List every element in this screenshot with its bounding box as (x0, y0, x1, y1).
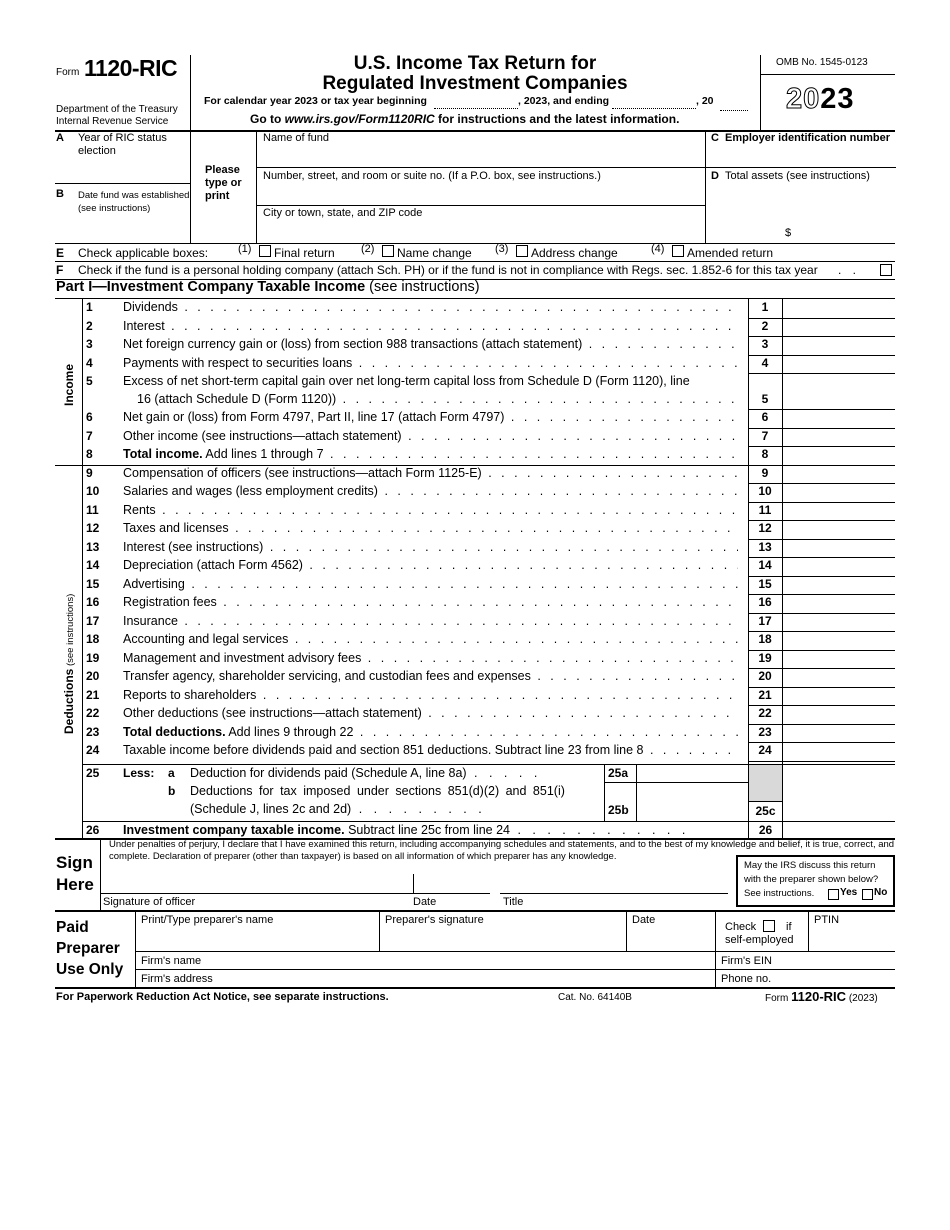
box-14: 14 (758, 558, 772, 572)
line-8-row (0, 446, 950, 465)
line-16-label: Registration fees . . . (123, 595, 738, 609)
line-5-num: 5 (86, 374, 93, 388)
line-26-label: Investment company taxable income. Subtract line 25c from line 24 . . . . . . . . . . . . (123, 823, 690, 837)
line-17-row (0, 613, 950, 632)
line-9-amount[interactable] (782, 465, 895, 484)
line-1-label: Dividends . . . (123, 300, 738, 314)
box-1: 1 (761, 300, 769, 314)
line-25b-letter: b (168, 784, 176, 798)
line-11-num: 11 (86, 502, 99, 517)
fund-name-input[interactable] (257, 146, 704, 166)
line-12-amount[interactable] (782, 520, 895, 539)
line-24-num: 24 (86, 743, 100, 757)
irs-name: Internal Revenue Service (56, 116, 169, 127)
line-20-amount[interactable] (782, 668, 895, 687)
catalog-number: Cat. No. 64140B (558, 992, 632, 1003)
phc-checkbox[interactable] (880, 264, 892, 276)
line-25-num: 25 (86, 766, 100, 780)
box-22: 22 (758, 706, 772, 720)
line-14-num: 14 (86, 558, 100, 572)
line-16-row (0, 594, 950, 613)
line-22-row (0, 705, 950, 724)
box-num-3: (3) (495, 243, 509, 255)
preparer-date-label: Date (632, 914, 656, 926)
officer-date-field[interactable] (415, 872, 493, 892)
line-25b-label1: Deductions for tax imposed under sections 851(d)(2) and 851(i) (190, 784, 565, 798)
sign-here-title: Sign Here (56, 853, 94, 894)
dollar-sign: $ (785, 227, 792, 239)
line-18-label: Accounting and legal services . . . (123, 632, 738, 646)
line-17-label: Insurance . . . (123, 614, 738, 628)
line-25a-label: Deduction for dividends paid (Schedule A, line 8a) . . . . . (190, 766, 542, 780)
line-5-label: Excess of net short-term capital gain over net long-term capital loss from Schedule D (Form 1120), line (123, 374, 690, 388)
officer-signature-field[interactable] (102, 872, 412, 892)
address-change-checkbox[interactable] (516, 245, 528, 257)
box-16: 16 (758, 595, 772, 609)
box-10: 10 (758, 484, 772, 498)
line-4-amount[interactable] (782, 355, 895, 374)
line-4-label: Payments with respect to securities loans . . . (123, 356, 738, 370)
firm-ein-input[interactable] (775, 953, 893, 968)
dept-treasury: Department of the Treasury (56, 104, 178, 115)
line-e-letter: E (56, 246, 65, 260)
box-11: 11 (758, 502, 772, 517)
line-26-amount[interactable] (783, 822, 895, 838)
footer-form-id: Form 1120-RIC (2023) (765, 989, 878, 1004)
line-17-num: 17 (86, 613, 100, 628)
box-24: 24 (758, 743, 772, 757)
line-f-label: Check if the fund is a personal holding company (attach Sch. PH) or if the fund is not in compliance with Regs. sec. 1.852-6 for this tax year (78, 263, 818, 277)
perjury-statement: Under penalties of perjury, I declare that I have examined this return, including accompanying schedules and statements, and to the best of my knowledge and belief, it is true, correct, and complete. Declaration of preparer (other than taxpayer) is based on all information of which preparer has any knowledge. (109, 839, 895, 862)
line-10-amount[interactable] (782, 483, 895, 502)
box-3: 3 (761, 337, 769, 351)
firm-address-label: Firm's address (141, 973, 213, 985)
line-13-label: Interest (see instructions) . . . (123, 540, 738, 554)
line-14-row (0, 557, 950, 576)
preparer-signature-input[interactable] (381, 928, 625, 950)
income-deductions-divider (82, 465, 748, 466)
self-employed-label: self-employed (725, 934, 794, 946)
line-18-num: 18 (86, 632, 100, 646)
line-24-row (0, 742, 950, 761)
line-6-label: Net gain or (loss) from Form 4797, Part II, line 17 (attach Form 4797) . . . (123, 410, 738, 424)
form-title-line2: Regulated Investment Companies (322, 73, 628, 94)
line-10-num: 10 (86, 484, 100, 498)
line-24-amount[interactable] (782, 742, 895, 761)
line-4-row (0, 355, 950, 374)
line-21-amount[interactable] (782, 687, 895, 706)
line-11-amount[interactable] (782, 502, 895, 521)
part1-title: Part I—Investment Company Taxable Income (see instructions) (56, 279, 480, 295)
line-18-amount[interactable] (782, 631, 895, 650)
box-5: 5 (761, 392, 769, 406)
line-2-num: 2 (86, 318, 93, 333)
line-16-amount[interactable] (782, 594, 895, 613)
box-25b: 25b (608, 803, 629, 817)
ein-input[interactable] (706, 146, 894, 166)
line-8-amount[interactable] (782, 446, 895, 465)
line-25c-amount[interactable] (783, 783, 895, 821)
irs-discuss-text: May the IRS discuss this return with the preparer shown below? See instructions. (744, 860, 879, 899)
box-12: 12 (758, 521, 772, 535)
line-3-amount[interactable] (782, 336, 895, 355)
line-8-label: Total income. Add lines 1 through 7 . . . (123, 447, 738, 461)
discuss-yes-checkbox[interactable] (828, 889, 839, 900)
total-assets-label: Total assets (see instructions) (725, 170, 870, 182)
address-change-label: Address change (531, 246, 618, 260)
line-17-amount[interactable] (782, 613, 895, 632)
line-23-amount[interactable] (782, 724, 895, 743)
line-12-row (0, 520, 950, 539)
line-7-label: Other income (see instructions—attach statement) . . . (123, 429, 738, 443)
paperwork-notice: For Paperwork Reduction Act Notice, see separate instructions. (56, 991, 389, 1003)
comma-20: , 20 (696, 95, 714, 107)
line-25b-amount[interactable] (637, 783, 748, 821)
line-14-label: Depreciation (attach Form 4562) . . . (123, 558, 738, 572)
omb-number: OMB No. 1545-0123 (776, 57, 868, 68)
line-22-amount[interactable] (782, 705, 895, 724)
officer-title-field[interactable] (500, 872, 728, 892)
discuss-no-checkbox[interactable] (862, 889, 873, 900)
form-word: Form (56, 67, 80, 78)
calendar-year-text: For calendar year 2023 or tax year beginning (204, 95, 427, 107)
line-23-row (0, 724, 950, 743)
line-13-num: 13 (86, 539, 100, 554)
box-26: 26 (758, 823, 773, 837)
line-5-amount[interactable] (782, 373, 895, 409)
line-25-less: Less: (123, 766, 155, 780)
tax-year-end-field[interactable] (612, 108, 696, 109)
self-employed-check-label: Check (725, 921, 757, 933)
discuss-no-label: No (874, 887, 888, 898)
preparer-name-input[interactable] (137, 928, 377, 950)
box-25c: 25c (755, 804, 776, 818)
box-8: 8 (761, 447, 769, 461)
total-assets-input[interactable] (795, 222, 893, 240)
ein-label: Employer identification number (725, 132, 891, 144)
line-15-num: 15 (86, 576, 100, 591)
box-19: 19 (758, 650, 772, 665)
street-input[interactable] (257, 184, 704, 204)
box-num-4: (4) (651, 243, 665, 255)
line-15-row (0, 576, 950, 595)
line-12-label: Taxes and licenses . . . (123, 521, 738, 535)
final-return-label: Final return (274, 246, 335, 260)
line-25a-amount[interactable] (637, 764, 748, 782)
line-b-letter: B (56, 188, 64, 200)
line-19-label: Management and investment advisory fees . . . (123, 651, 738, 665)
box-6: 6 (761, 410, 769, 424)
line-18-row (0, 631, 950, 650)
street-label: Number, street, and room or suite no. (If a P.O. box, see instructions.) (263, 170, 601, 182)
self-employed-checkbox[interactable] (763, 920, 775, 932)
ptin-input[interactable] (810, 928, 894, 950)
please-type-print: Please type or print (205, 164, 242, 202)
line-15-label: Advertising . . . (123, 577, 738, 591)
line-6-num: 6 (86, 410, 93, 424)
line-3-label: Net foreign currency gain or (loss) from section 988 transactions (attach statement) . . . (123, 337, 738, 351)
line-5-label-cont: 16 (attach Schedule D (Form 1120)) . . . (137, 392, 738, 406)
box-num-1: (1) (238, 243, 252, 255)
line-2-label: Interest . . . (123, 319, 738, 333)
and-ending-text: , 2023, and ending (518, 95, 610, 107)
discuss-yes-label: Yes (840, 887, 858, 898)
line-e-label: Check applicable boxes: (78, 246, 209, 260)
phone-input[interactable] (775, 971, 893, 986)
preparer-signature-label: Preparer's signature (385, 914, 484, 926)
irs-discuss-box (736, 855, 895, 907)
goto-url[interactable]: www.irs.gov/Form1120RIC (284, 112, 435, 126)
line-21-num: 21 (86, 687, 100, 702)
box-20: 20 (758, 669, 772, 683)
line-6-amount[interactable] (782, 409, 895, 428)
line-12-num: 12 (86, 521, 100, 535)
preparer-name-label: Print/Type preparer's name (141, 914, 274, 926)
line-16-num: 16 (86, 595, 100, 609)
line-5-row (0, 373, 950, 409)
box-18: 18 (758, 632, 772, 646)
line-7-num: 7 (86, 428, 93, 443)
box-17: 17 (758, 613, 772, 628)
line-20-num: 20 (86, 669, 100, 683)
line-19-amount[interactable] (782, 650, 895, 669)
line-22-num: 22 (86, 706, 100, 720)
tax-year-begin-field[interactable] (434, 108, 518, 109)
box-num-2: (2) (361, 243, 375, 255)
box-15: 15 (758, 576, 772, 591)
goto-instructions: Go to www.irs.gov/Form1120RIC for instructions and the latest information. (250, 112, 680, 126)
line-20-row (0, 668, 950, 687)
line-13-row (0, 539, 950, 558)
line-14-amount[interactable] (782, 557, 895, 576)
line-26-num: 26 (86, 823, 100, 837)
sig-officer-label: Signature of officer (103, 896, 196, 908)
box-25a: 25a (608, 766, 629, 780)
line-c-letter: C (711, 132, 719, 144)
line-a-letter: A (56, 132, 64, 144)
line-23-label: Total deductions. Add lines 9 through 22 . . . (123, 725, 738, 739)
line-19-num: 19 (86, 650, 100, 665)
line-2-amount[interactable] (782, 318, 895, 337)
preparer-title: Paid Preparer Use Only (56, 919, 124, 978)
line-21-row (0, 687, 950, 706)
line-19-row (0, 650, 950, 669)
line-4-num: 4 (86, 355, 93, 370)
line-1-row (0, 299, 950, 318)
final-return-checkbox[interactable] (259, 245, 271, 257)
box-13: 13 (758, 539, 772, 554)
city-label: City or town, state, and ZIP code (263, 207, 423, 219)
box-23: 23 (758, 724, 772, 739)
line-24-label: Taxable income before dividends paid and section 851 deductions. Subtract line 23 from line 8 . . . (123, 743, 738, 757)
box-9: 9 (761, 465, 769, 480)
line-25a-letter: a (168, 766, 175, 780)
line-3-num: 3 (86, 337, 93, 351)
self-employed-if-label: if (786, 921, 792, 933)
amended-return-checkbox[interactable] (672, 245, 684, 257)
box-2: 2 (761, 318, 769, 333)
line-6-row (0, 409, 950, 428)
tax-year-end-year-field[interactable] (720, 110, 748, 111)
line-15-amount[interactable] (782, 576, 895, 595)
sig-date-label: Date (413, 896, 437, 908)
name-change-label: Name change (397, 246, 472, 260)
form-title-line1: U.S. Income Tax Return for (353, 53, 597, 74)
line-13-amount[interactable] (782, 539, 895, 558)
firm-ein-label: Firm's EIN (721, 955, 772, 967)
line-11-label: Rents . . . (123, 503, 738, 517)
fund-name-label: Name of fund (263, 132, 330, 144)
line-10-label: Salaries and wages (less employment credits) . . . (123, 484, 738, 498)
line-25b-label2: (Schedule J, lines 2c and 2d) . . . . . . . . . (190, 802, 486, 816)
amended-return-label: Amended return (687, 246, 774, 260)
income-side-label: Income (62, 363, 76, 406)
firm-name-input[interactable] (200, 953, 712, 968)
line-d-letter: D (711, 170, 719, 182)
line-8-num: 8 (86, 447, 93, 461)
line-f-letter: F (56, 263, 64, 277)
line-9-num: 9 (86, 465, 93, 480)
line-7-amount[interactable] (782, 428, 895, 447)
preparer-date-input[interactable] (628, 928, 714, 950)
box-4: 4 (761, 355, 769, 370)
line-20-label: Transfer agency, shareholder servicing, and custodian fees and expenses . . . (123, 669, 738, 683)
line-22-label: Other deductions (see instructions—attach statement) . . . (123, 706, 738, 720)
firm-address-input[interactable] (215, 971, 712, 986)
line-2-row (0, 318, 950, 337)
sig-title-label: Title (503, 896, 524, 908)
line-10-row (0, 483, 950, 502)
line-23-num: 23 (86, 724, 100, 739)
line-a-label: Year of RIC status election (78, 132, 167, 157)
line-9-row (0, 465, 950, 484)
line-1-amount[interactable] (782, 299, 895, 318)
box-21: 21 (758, 687, 772, 702)
name-change-checkbox[interactable] (382, 245, 394, 257)
city-input[interactable] (257, 221, 704, 241)
deductions-side-label: Deductions (see instructions) (62, 593, 76, 734)
box-7: 7 (761, 428, 769, 443)
firm-name-label: Firm's name (141, 955, 202, 967)
line-7-row (0, 428, 950, 447)
phone-label: Phone no. (721, 973, 772, 985)
line-1-num: 1 (86, 300, 93, 314)
line-11-row (0, 502, 950, 521)
tax-year: 2023 (786, 83, 855, 115)
line-21-label: Reports to shareholders . . . (123, 688, 738, 702)
ptin-label: PTIN (814, 914, 840, 926)
line-9-label: Compensation of officers (see instructions—attach Form 1125-E) . . . (123, 466, 738, 480)
form-number: 1120-RIC (84, 55, 178, 81)
line-3-row (0, 336, 950, 355)
line-b-label: Date fund was established (see instructions) (78, 190, 190, 214)
